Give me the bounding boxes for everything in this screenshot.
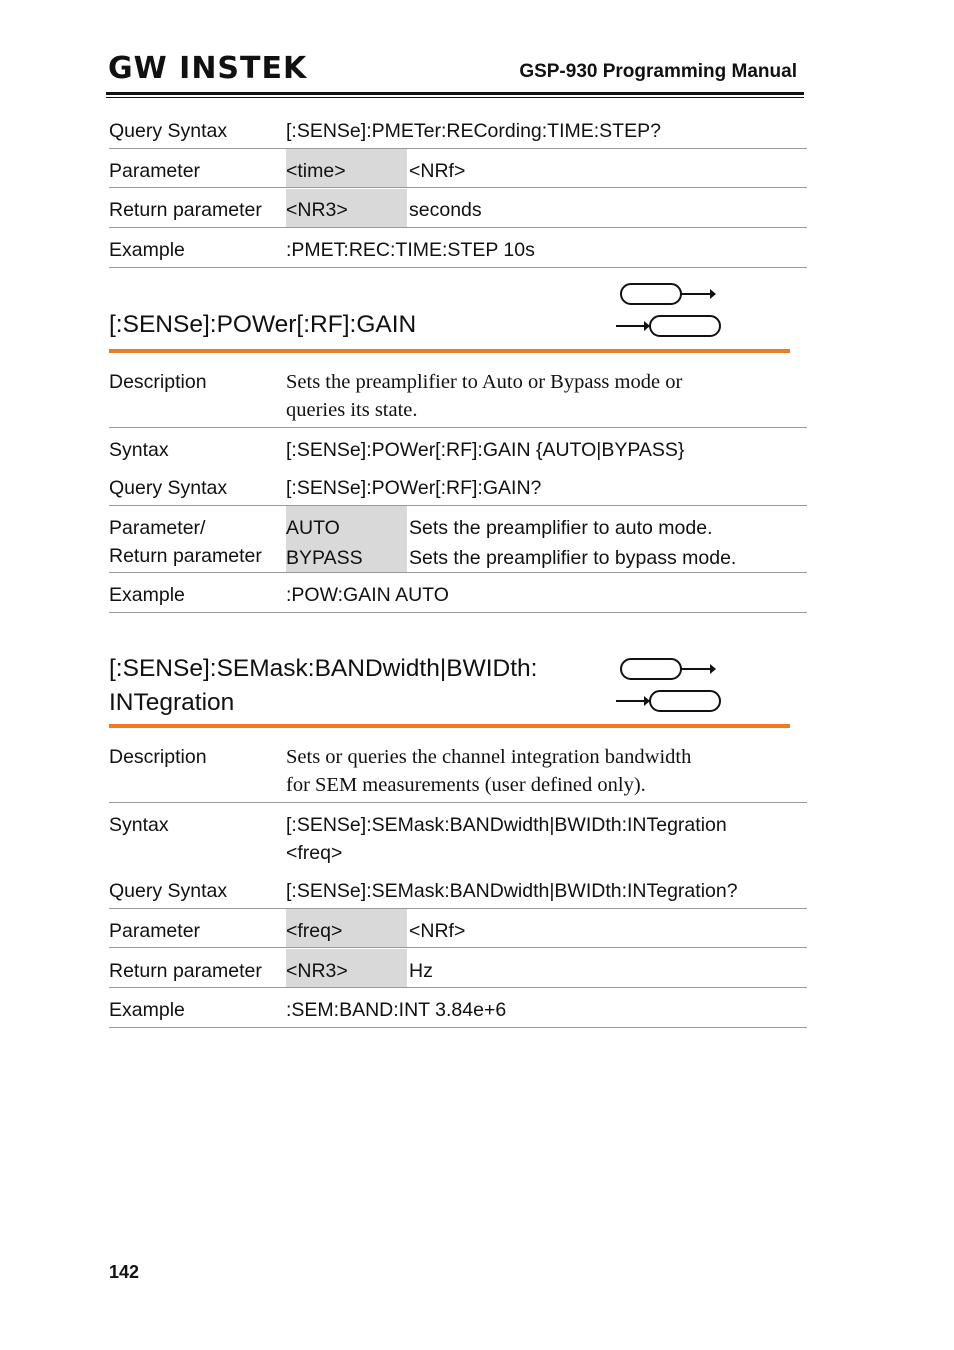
return-desc: seconds xyxy=(409,199,482,221)
row-label-line-1: Parameter/ xyxy=(109,517,206,539)
brand-logo: GW INSTEK xyxy=(108,51,308,86)
param-name-bypass: BYPASS xyxy=(286,547,363,569)
param-desc-auto: Sets the preamplifier to auto mode. xyxy=(409,517,713,539)
row-value: [:SENSe]:PMETer:RECording:TIME:STEP? xyxy=(286,120,661,142)
param-desc-bypass: Sets the preamplifier to bypass mode. xyxy=(409,547,737,569)
param-name: <time> xyxy=(286,149,407,187)
row-label: Syntax xyxy=(109,814,169,836)
row-label: Example xyxy=(109,999,185,1021)
query-syntax-row xyxy=(109,877,807,909)
section-rule xyxy=(109,349,790,353)
row-label: Query Syntax xyxy=(109,120,228,142)
query-syntax-row xyxy=(109,474,807,506)
manual-title: GSP-930 Programming Manual xyxy=(519,61,797,82)
row-label: Query Syntax xyxy=(109,880,228,902)
return-desc: Hz xyxy=(409,960,433,982)
desc-line-2: queries its state. xyxy=(286,399,418,421)
example-row xyxy=(109,988,807,1028)
set-query-icon xyxy=(614,657,724,715)
return-parameter-row xyxy=(109,189,807,228)
example-row xyxy=(109,228,807,268)
row-label: Return parameter xyxy=(109,960,262,982)
desc-line-1: Sets the preamplifier to Auto or Bypass mode or xyxy=(286,371,683,393)
parameter-row xyxy=(109,149,807,188)
row-label: Query Syntax xyxy=(109,477,228,499)
syntax-line-2: <freq> xyxy=(286,842,343,864)
section-title-line-1: [:SENSe]:SEMask:BANDwidth|BWIDth: xyxy=(109,655,538,682)
row-value: :POW:GAIN AUTO xyxy=(286,584,449,606)
row-label: Description xyxy=(109,746,207,768)
example-row xyxy=(109,573,807,613)
header-rule-thin xyxy=(106,97,804,98)
page-number: 142 xyxy=(109,1262,140,1282)
param-name-auto: AUTO xyxy=(286,506,407,572)
return-parameter-row xyxy=(109,949,807,988)
parameter-row xyxy=(109,909,807,948)
desc-line-1: Sets or queries the channel integration bandwidth xyxy=(286,746,692,768)
query-syntax-row xyxy=(109,117,807,149)
desc-line-2: for SEM measurements (user defined only). xyxy=(286,774,646,796)
param-type: <NRf> xyxy=(409,920,466,942)
row-label: Parameter xyxy=(109,920,201,942)
param-type: <NRf> xyxy=(409,160,466,182)
parameter-row xyxy=(109,506,807,573)
section-title-line-2: INTegration xyxy=(109,689,235,716)
section-title: [:SENSe]:POWer[:RF]:GAIN xyxy=(109,311,417,338)
row-value: [:SENSe]:SEMask:BANDwidth|BWIDth:INTegration? xyxy=(286,880,738,902)
description-row xyxy=(109,368,807,428)
row-label-line-2: Return parameter xyxy=(109,545,262,567)
section-rule xyxy=(109,724,790,728)
syntax-row xyxy=(109,436,807,466)
syntax-row xyxy=(109,811,807,869)
header-rule xyxy=(106,92,804,95)
row-label: Example xyxy=(109,239,185,261)
row-value: :SEM:BAND:INT 3.84e+6 xyxy=(286,999,507,1021)
syntax-line-1: [:SENSe]:SEMask:BANDwidth|BWIDth:INTegration xyxy=(286,814,727,836)
return-name: <NR3> xyxy=(286,949,407,987)
row-value: [:SENSe]:POWer[:RF]:GAIN? xyxy=(286,477,542,499)
row-label: Description xyxy=(109,371,207,393)
return-name: <NR3> xyxy=(286,189,407,227)
row-label: Return parameter xyxy=(109,199,262,221)
row-label: Syntax xyxy=(109,439,169,461)
row-value: [:SENSe]:POWer[:RF]:GAIN {AUTO|BYPASS} xyxy=(286,439,685,461)
row-value: :PMET:REC:TIME:STEP 10s xyxy=(286,239,535,261)
set-query-icon xyxy=(614,282,724,340)
param-name: <freq> xyxy=(286,909,407,947)
row-label: Example xyxy=(109,584,185,606)
description-row xyxy=(109,743,807,803)
row-label: Parameter xyxy=(109,160,201,182)
